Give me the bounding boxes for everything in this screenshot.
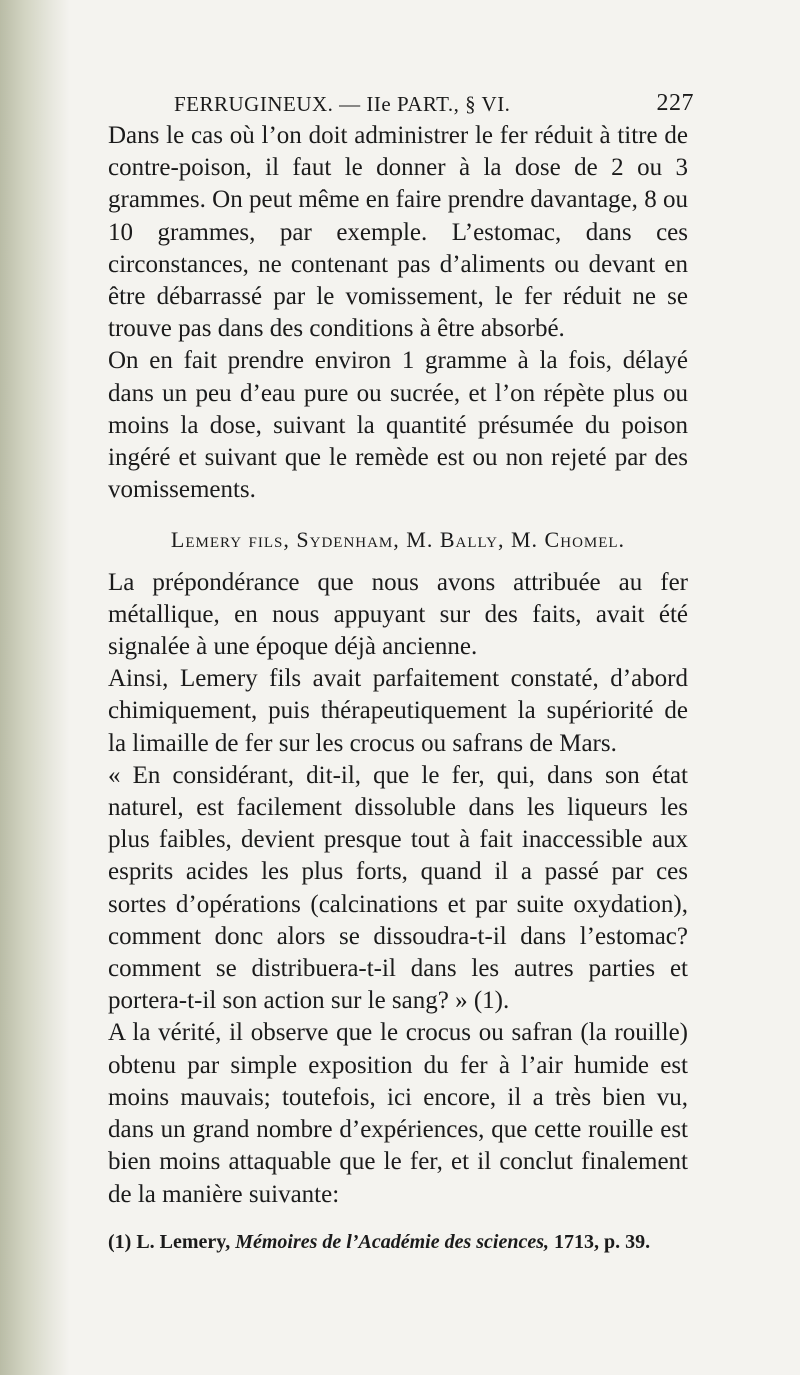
section-heading: Lemery fils, Sydenham, M. Bally, M. Chomel. [170, 527, 626, 553]
paragraph: On en fait prendre environ 1 gramme à la fois, délayé dans un peu d’eau pure ou sucrée, et l’on répète plus ou moins la dose, suivant la quantité présumée du poison ingéré et suivant que le remède est ou non rejeté par des vomissements. [108, 347, 688, 504]
paragraph: A la vérité, il observe que le crocus ou safran (la rouille) obtenu par simple exposition du fer à l’air humide est moins mauvais; toutefois, ici encore, il a très bien vu, dans un grand nombre d’expériences, que cette rouille est bien moins attaquable que le fer, et il conclut finalement de la manière suivante: [108, 1019, 688, 1208]
paragraph: Ainsi, Lemery fils avait parfaitement constaté, d’abord chimiquement, puis thérapeutiquement la supériorité de la limaille de fer sur les crocus ou safrans de Mars. [108, 665, 688, 757]
paragraph: Dans le cas où l’on doit administrer le fer réduit à titre de contre-poison, il faut le donner à la dose de 2 ou 3 grammes. On peut même en faire prendre davantage, 8 ou 10 grammes, par exemple. L’estomac, dans ces circonstances, ne contenant pas d’aliments ou devant en être débarrassé par le vomissement, le fer réduit ne se trouve pas dans des conditions à être absorbé. [108, 122, 688, 343]
paragraph: « En considérant, dit-il, que le fer, qui, dans son état naturel, est facilement dissoluble dans les liqueurs les plus faibles, devient presque tout à fait inaccessible aux esprits acides les plus forts, quand il a passé par ces sortes d’opérations (calcinations et par suite oxydation), comment donc alors se dissoudra-t-il dans l’estomac? comment se distribuera-t-il dans les autres parties et portera-t-il son action sur le sang? » (1). [108, 761, 688, 1015]
page-gutter-shadow [0, 0, 70, 1375]
footnote-detail: 1713, p. 39. [554, 1230, 651, 1253]
page-number: 227 [656, 90, 694, 116]
footnote-marker: (1) L. Lemery, [108, 1230, 231, 1253]
book-page [108, 86, 694, 1254]
paragraph: La prépondérance que nous avons attribuée au fer métallique, en nous appuyant sur des faits, avait été signalée à une époque déjà ancienne. [108, 568, 688, 661]
footnote-source: Mémoires de l’Académie des sciences, [235, 1230, 549, 1253]
running-head [108, 86, 694, 120]
body-text [108, 120, 688, 1211]
footnote [108, 1231, 688, 1254]
running-head-title: FERRUGINEUX. — IIe PART., § VI. [174, 92, 511, 116]
